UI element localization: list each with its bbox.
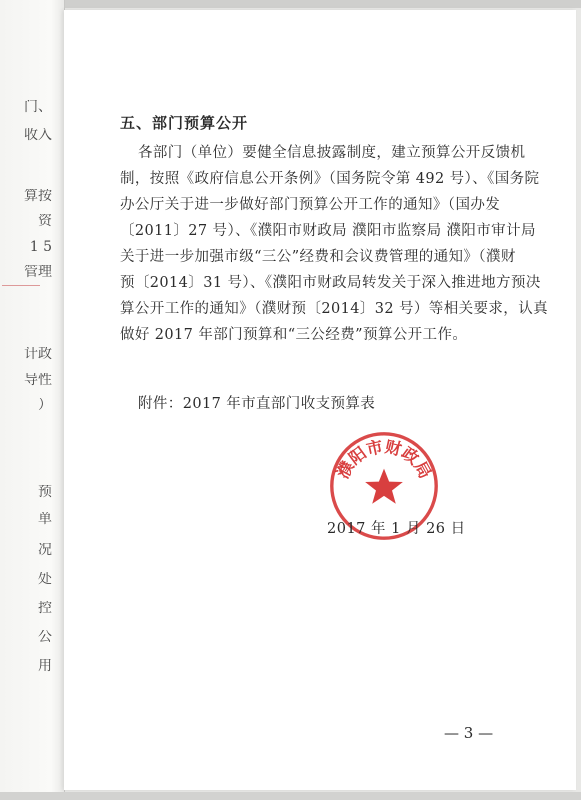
body-line: 预〔2014〕31 号）、《濮阳市财政局转发关于深入推进地方预决	[120, 275, 541, 291]
section-heading: 五、部门预算公开	[120, 114, 249, 132]
under-page-fragment: 用	[38, 659, 52, 673]
document-page	[64, 10, 576, 790]
body-line: 做好 2017 年部门预算和“三公经费”预算公开工作。	[120, 327, 468, 343]
under-page-fragment: 门、	[24, 100, 52, 114]
issue-date: 2017 年 1 月 26 日	[327, 521, 466, 537]
under-page-fragment: ）	[38, 398, 52, 412]
body-line: 制，按照《政府信息公开条例》（国务院令第 492 号）、《国务院	[120, 171, 540, 187]
seal-text: 濮阳市财政局	[333, 437, 435, 482]
body-line: 关于进一步加强市级“三公”经费和会议费管理的通知》（濮财	[120, 249, 516, 265]
star-icon	[365, 469, 403, 504]
underlying-page-strip	[0, 0, 65, 800]
under-page-fragment: 控	[38, 601, 52, 615]
body-line: 算公开工作的通知》（濮财预〔2014〕32 号）等相关要求，认真	[120, 301, 549, 317]
under-page-fragment: 计政	[24, 347, 52, 361]
red-bleed-mark	[2, 285, 40, 286]
under-page-fragment: 公	[38, 630, 52, 644]
under-page-fragment: 管理	[24, 265, 52, 279]
under-page-fragment: 资	[38, 214, 52, 228]
body-line: 办公厅关于进一步做好部门预算公开工作的通知》（国办发	[120, 197, 501, 213]
under-page-fragment: 况	[38, 543, 52, 557]
under-page-fragment: 收入	[24, 128, 52, 142]
under-page-fragment: 预	[38, 485, 52, 499]
under-page-fragment: 处	[38, 572, 52, 586]
body-line: 〔2011〕27 号）、《濮阳市财政局 濮阳市监察局 濮阳市审计局	[120, 223, 536, 239]
under-page-fragment: 算按	[24, 189, 52, 203]
scan-edge-bottom	[0, 792, 581, 800]
page-number: — 3 —	[444, 724, 494, 742]
under-page-fragment: 单	[38, 512, 52, 526]
scan-edge-top	[0, 0, 581, 8]
under-page-fragment: 导性	[24, 373, 52, 387]
attachment-line: 附件：2017 年市直部门收支预算表	[138, 396, 376, 412]
body-line: 各部门（单位）要健全信息披露制度，建立预算公开反馈机	[138, 145, 526, 161]
under-page-fragment: 1 5	[29, 240, 52, 254]
